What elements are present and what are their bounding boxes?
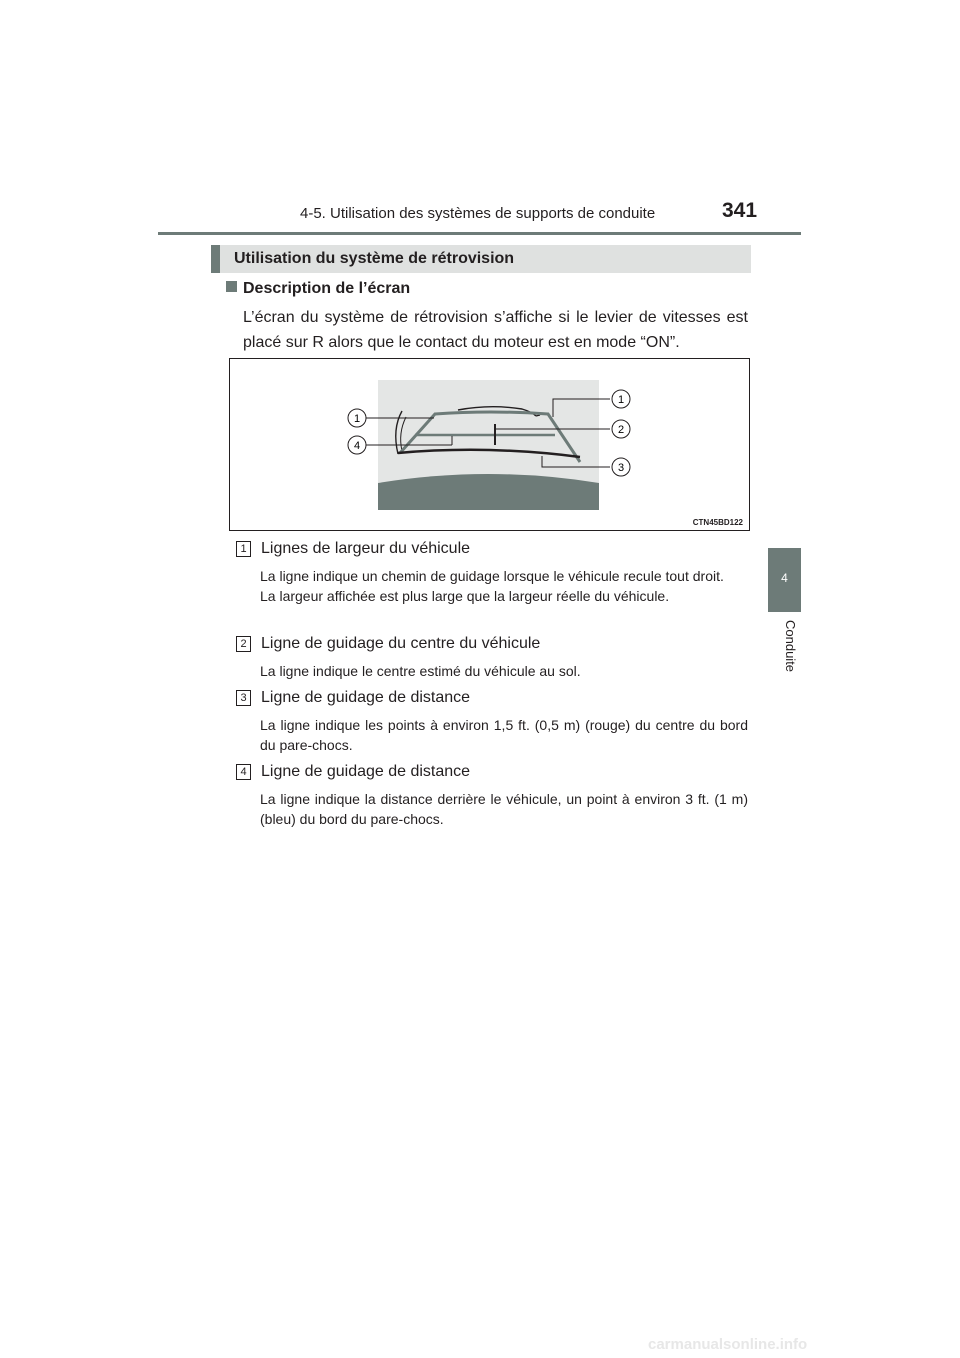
callout-badge: [348, 436, 366, 454]
square-bullet-icon: [226, 281, 237, 292]
page-number: 341: [722, 199, 758, 222]
running-header: 4-5. Utilisation des systèmes de supports de conduite: [300, 205, 656, 222]
item-title: Ligne de guidage du centre du véhicule: [261, 635, 541, 652]
item-number-badge: 1: [236, 541, 251, 557]
watermark: carmanualsonline.info: [648, 1336, 808, 1353]
item-description: La ligne indique le centre estimé du véhicule au sol.: [260, 663, 581, 679]
chapter-tab-label: Conduite: [783, 620, 798, 673]
list-item: [236, 689, 748, 755]
item-title: Ligne de guidage de distance: [261, 763, 471, 780]
item-number-badge: 2: [236, 636, 251, 652]
item-description: La ligne indique la distance derrière le véhicule, un point à environ 3 ft. (1 m) (bleu) du bord du pare-chocs.: [260, 791, 748, 827]
chapter-tab-number: 4: [781, 571, 788, 585]
svg-text:1: 1: [617, 394, 625, 406]
figure-code: CTN45BD122: [692, 518, 743, 527]
subsection-heading: [226, 280, 410, 298]
section-title: Utilisation du système de rétrovision: [234, 250, 515, 267]
item-description: La ligne indique les points à environ 1,5 ft. (0,5 m) (rouge) du centre du bord du pare-chocs.: [260, 717, 748, 753]
callout-badge: [612, 420, 630, 438]
callout-badge: [612, 390, 630, 408]
list-item: [236, 763, 748, 829]
svg-text:3: 3: [617, 462, 625, 474]
svg-text:4: 4: [353, 440, 361, 452]
rear-view-screen-figure: [229, 358, 750, 531]
item-title: Ligne de guidage de distance: [261, 689, 471, 706]
header-rule: [158, 232, 801, 235]
subsection-intro: L’écran du système de rétrovision s’affiche si le levier de vitesses est placé sur R alors que le contact du moteur est en mode “ON”.: [243, 309, 748, 351]
rear-view-screen-illustration: [230, 359, 749, 530]
svg-text:1: 1: [353, 413, 361, 425]
list-item: [236, 540, 748, 606]
item-description: La ligne indique un chemin de guidage lorsque le véhicule recule tout droit. La largeur affichée est plus large que la largeur réelle du véhicule.: [260, 568, 724, 604]
list-item: [236, 635, 748, 681]
item-title: Lignes de largeur du véhicule: [261, 540, 471, 557]
item-number-badge: 3: [236, 690, 251, 706]
callout-badge: [348, 409, 366, 427]
svg-text:2: 2: [617, 424, 625, 436]
section-header: [211, 245, 751, 273]
callout-badge: [612, 458, 630, 476]
subsection-heading-text: Description de l’écran: [243, 280, 411, 297]
item-number-badge: 4: [236, 764, 251, 780]
bumper-area: [378, 474, 599, 510]
